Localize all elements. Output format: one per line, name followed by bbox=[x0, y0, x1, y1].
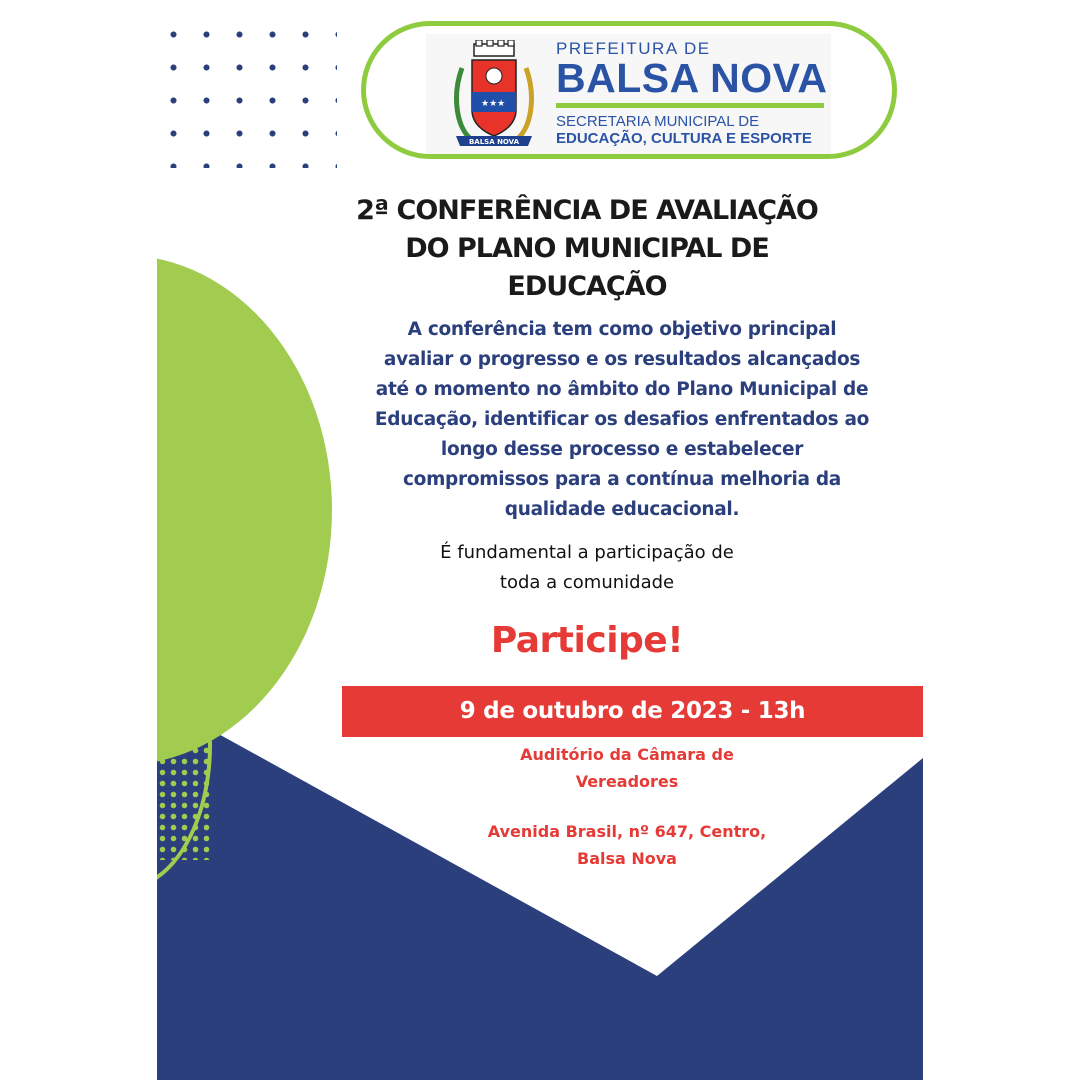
event-description bbox=[347, 315, 897, 525]
event-venue bbox=[427, 741, 827, 795]
title-line: 2ª CONFERÊNCIA DE AVALIAÇÃO bbox=[356, 195, 818, 226]
title-line: EDUCAÇÃO bbox=[507, 271, 667, 302]
description-line: compromissos para a contínua melhoria da bbox=[403, 469, 841, 490]
description-line: qualidade educacional. bbox=[504, 499, 740, 520]
venue-line: Vereadores bbox=[575, 772, 679, 791]
logo-secretaria: SECRETARIA MUNICIPAL DE bbox=[556, 113, 760, 130]
municipal-coat-of-arms-icon bbox=[448, 40, 540, 152]
date-banner bbox=[342, 686, 923, 737]
logo-banner bbox=[361, 21, 897, 159]
description-line: A conferência tem como objetivo principal bbox=[407, 319, 837, 340]
logo-city-name: BALSA NOVA bbox=[556, 55, 828, 101]
call-to-action: Participe! bbox=[490, 620, 684, 661]
navy-dot-pattern bbox=[157, 18, 337, 168]
green-dot-pattern bbox=[157, 745, 212, 860]
crest-ribbon-text: BALSA NOVA bbox=[468, 138, 520, 146]
event-date-time: 9 de outubro de 2023 - 13h bbox=[459, 698, 806, 724]
community-participation-note bbox=[387, 538, 787, 598]
venue-line: Auditório da Câmara de bbox=[520, 745, 734, 764]
logo-divider bbox=[556, 103, 824, 108]
description-line: avaliar o progresso e os resultados alcançados bbox=[383, 349, 861, 370]
event-address bbox=[417, 818, 837, 872]
description-line: até o momento no âmbito do Plano Municipal de bbox=[375, 379, 869, 400]
logo bbox=[426, 34, 831, 154]
address-line: Avenida Brasil, nº 647, Centro, bbox=[487, 822, 767, 841]
address-line: Balsa Nova bbox=[577, 849, 677, 868]
logo-text bbox=[556, 40, 831, 147]
note-line: É fundamental a participação de bbox=[440, 542, 734, 563]
title-line: DO PLANO MUNICIPAL DE bbox=[405, 233, 769, 264]
logo-department: EDUCAÇÃO, CULTURA E ESPORTE bbox=[556, 130, 812, 147]
event-poster bbox=[157, 0, 923, 1080]
logo-prefeitura-de: PREFEITURA DE bbox=[556, 39, 711, 58]
event-title bbox=[317, 192, 857, 306]
description-line: longo desse processo e estabelecer bbox=[440, 439, 804, 460]
svg-text:★★★: ★★★ bbox=[481, 99, 506, 109]
description-line: Educação, identificar os desafios enfrentados ao bbox=[374, 409, 870, 430]
note-line: toda a comunidade bbox=[499, 572, 675, 593]
